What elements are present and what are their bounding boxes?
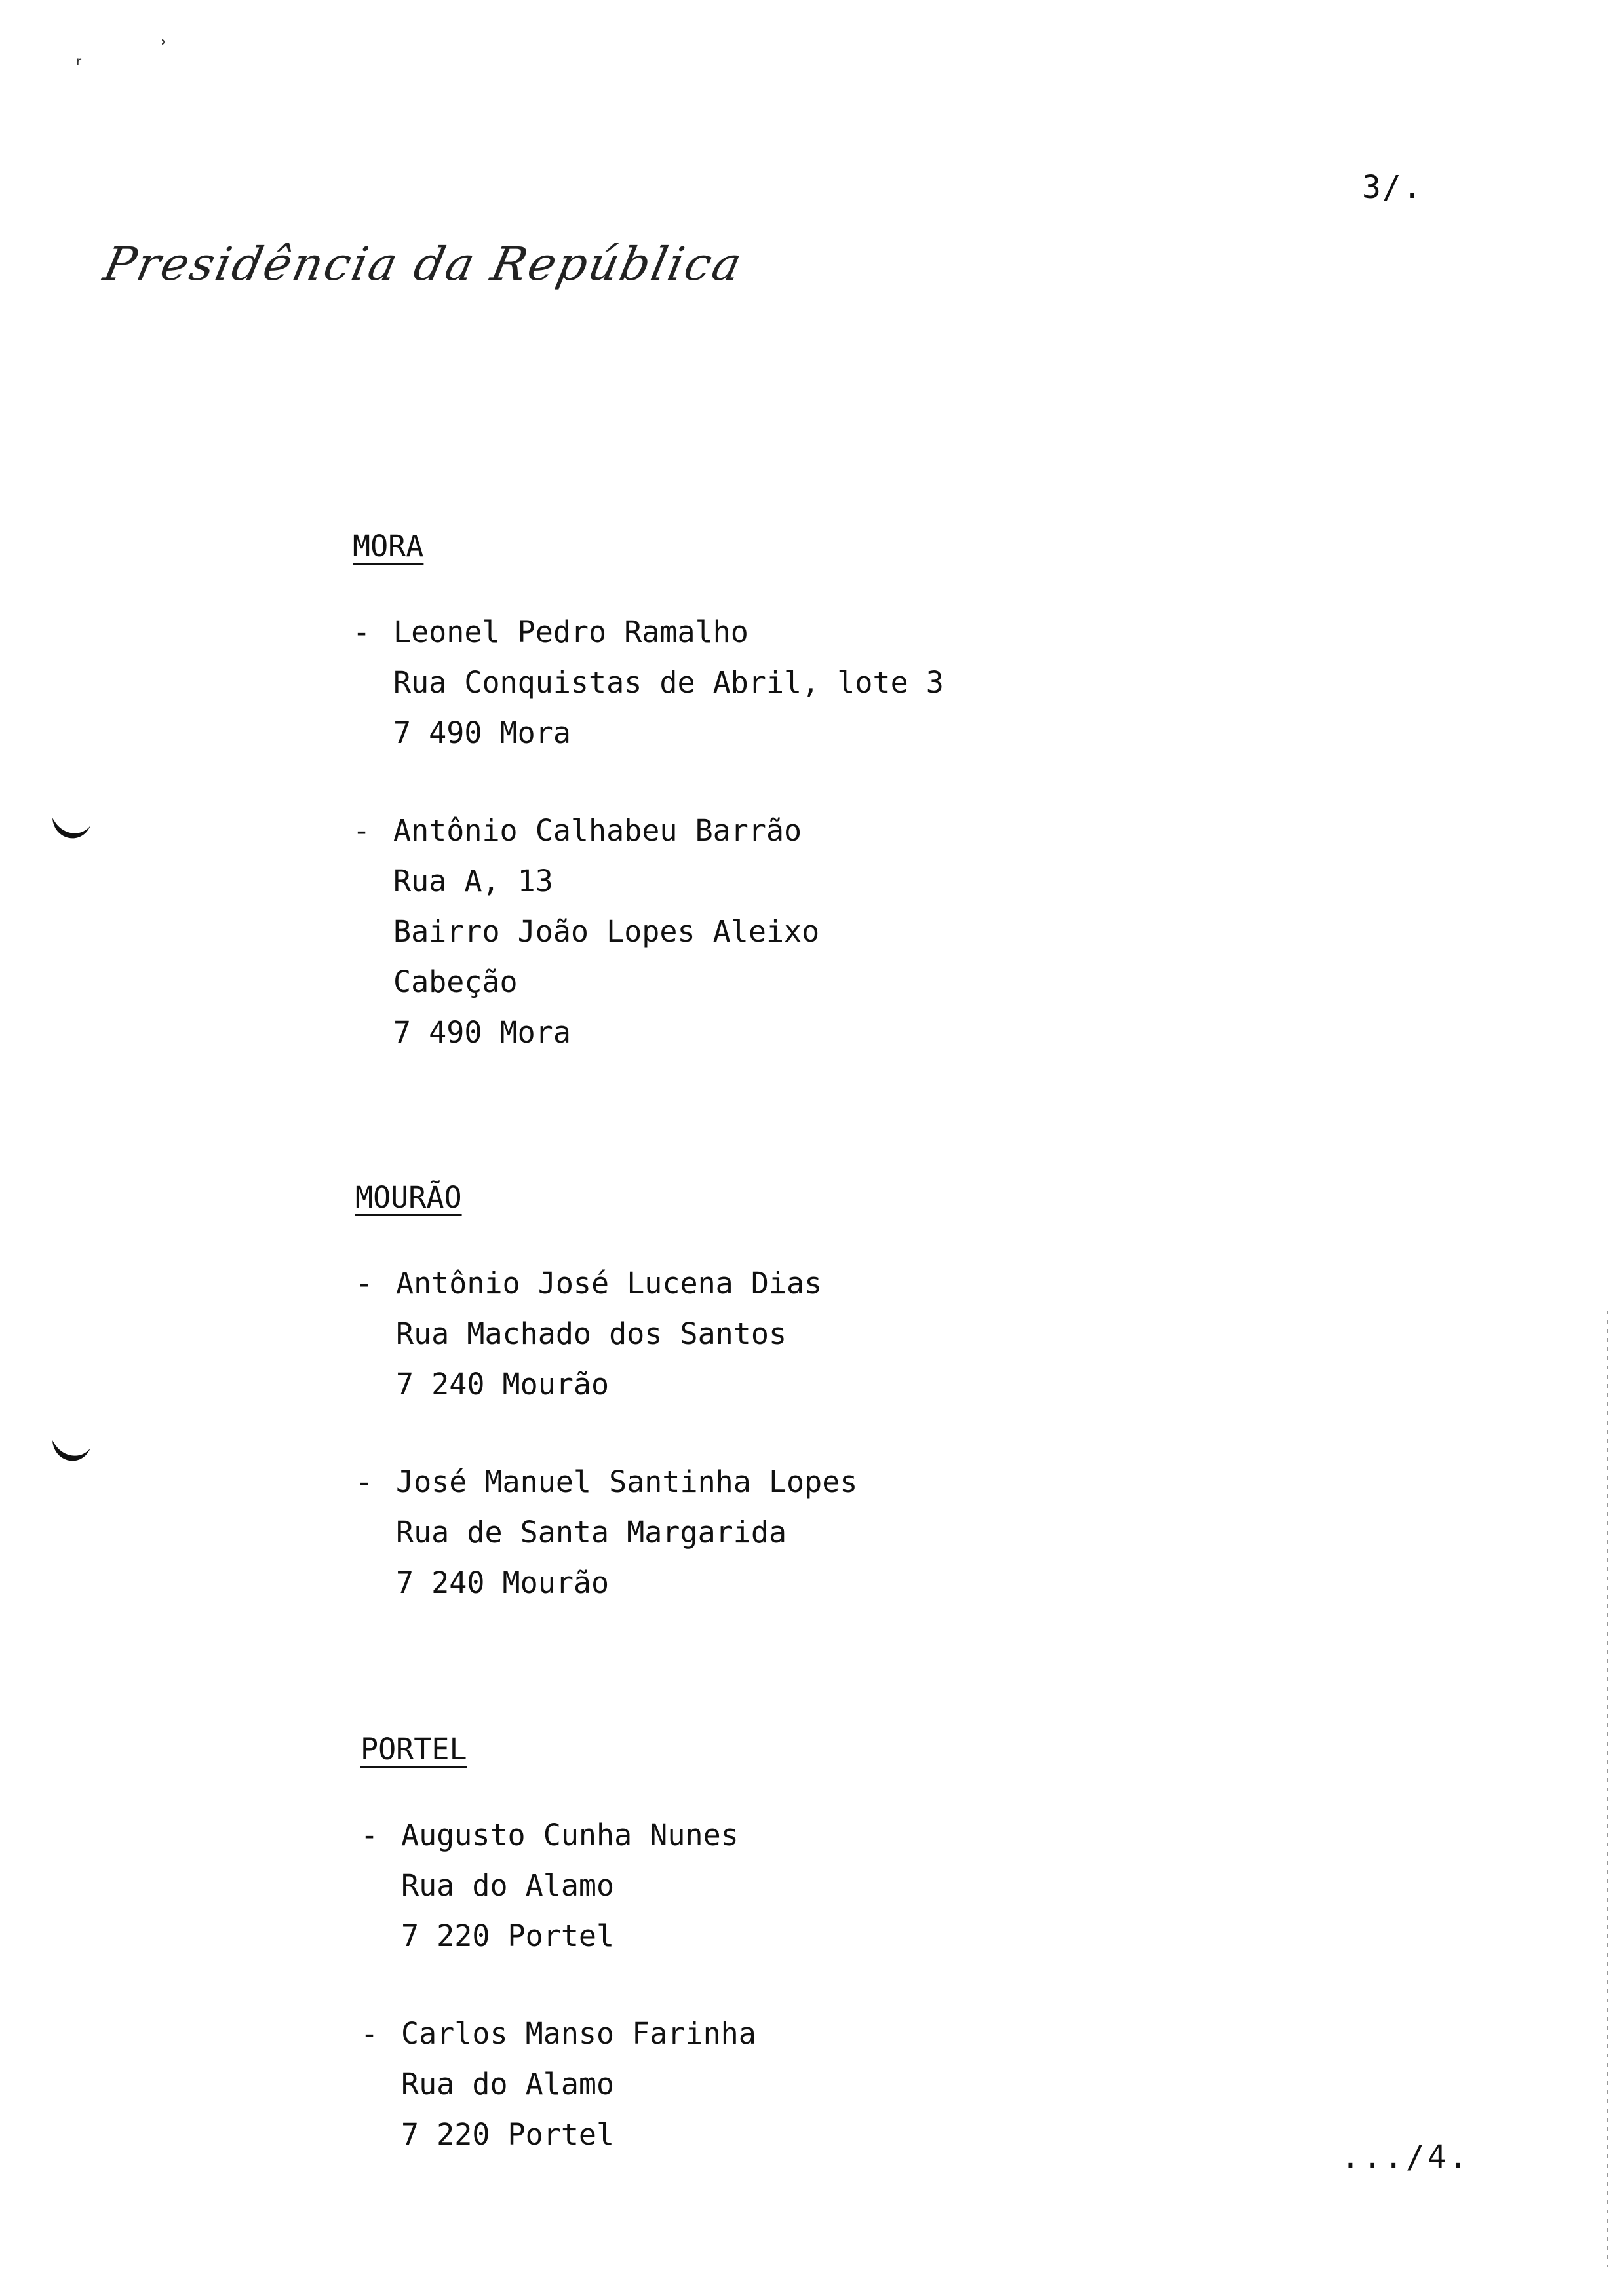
entry-postal-line: 7 240 Mourão: [396, 1565, 610, 1600]
entry-name: Leonel Pedro Ramalho: [393, 615, 749, 649]
section-portel: [360, 1731, 1344, 2207]
entry-name-line: [355, 1258, 1338, 1309]
section-heading: PORTEL: [360, 1732, 467, 1767]
list-item: [355, 1258, 1338, 1409]
entry-name: Carlos Manso Farinha: [401, 2016, 756, 2051]
entry-name-line: [360, 1810, 1344, 1860]
entry-address-line: Rua do Alamo: [401, 2067, 615, 2101]
list-dash: -: [360, 1818, 379, 1852]
entry-name: Antônio José Lucena Dias: [396, 1266, 823, 1301]
entry-name: Antônio Calhabeu Barrão: [393, 813, 802, 848]
list-item: [360, 1810, 1344, 1961]
punch-hole-icon: [47, 806, 94, 853]
list-dash: -: [355, 1464, 374, 1499]
entry-name-line: [355, 1457, 1338, 1507]
entry-address-line: Rua do Alamo: [401, 1868, 615, 1903]
punch-hole-icon: [47, 1428, 94, 1476]
section-mora: [353, 528, 1336, 1105]
list-item: [353, 805, 1336, 1058]
scan-edge-line: [1607, 1311, 1608, 2267]
section-heading: MORA: [353, 529, 424, 564]
entry-name-line: [353, 607, 1336, 657]
list-dash: -: [355, 1266, 374, 1301]
list-item: [355, 1457, 1338, 1608]
page-number: 3/.: [1362, 169, 1423, 206]
entry-name: Augusto Cunha Nunes: [401, 1818, 739, 1852]
list-item: [353, 607, 1336, 758]
list-dash: -: [353, 615, 371, 649]
entry-postal-line: 7 490 Mora: [393, 716, 571, 750]
scan-mark-icon: ᵣ: [73, 47, 86, 70]
section-heading: MOURÃO: [355, 1180, 462, 1215]
entry-address-line: Rua Machado dos Santos: [396, 1316, 787, 1351]
entry-postal-line: 7 490 Mora: [393, 1015, 571, 1050]
entry-name: José Manuel Santinha Lopes: [396, 1464, 858, 1499]
list-dash: -: [353, 813, 371, 848]
section-mourao: [355, 1179, 1338, 1655]
continuation-marker: .../4.: [1341, 2139, 1471, 2175]
list-item: [360, 2008, 1344, 2160]
entry-address-line: Rua de Santa Margarida: [396, 1515, 787, 1550]
entry-postal-line: 7 240 Mourão: [396, 1367, 610, 1402]
scan-mark-icon: ʾ: [157, 37, 170, 60]
entry-address-line: Rua A, 13: [393, 864, 553, 898]
entry-name-line: [360, 2008, 1344, 2059]
entry-address-line: Rua Conquistas de Abril, lote 3: [393, 665, 944, 700]
entry-postal-line: 7 220 Portel: [401, 2117, 615, 2152]
list-dash: -: [360, 2016, 379, 2051]
entry-address-line: Cabeção: [393, 965, 518, 999]
letterhead: Presidência da República: [99, 237, 749, 291]
entry-postal-line: 7 220 Portel: [401, 1919, 615, 1953]
entry-address-line: Bairro João Lopes Aleixo: [393, 914, 820, 949]
entry-name-line: [353, 805, 1336, 856]
